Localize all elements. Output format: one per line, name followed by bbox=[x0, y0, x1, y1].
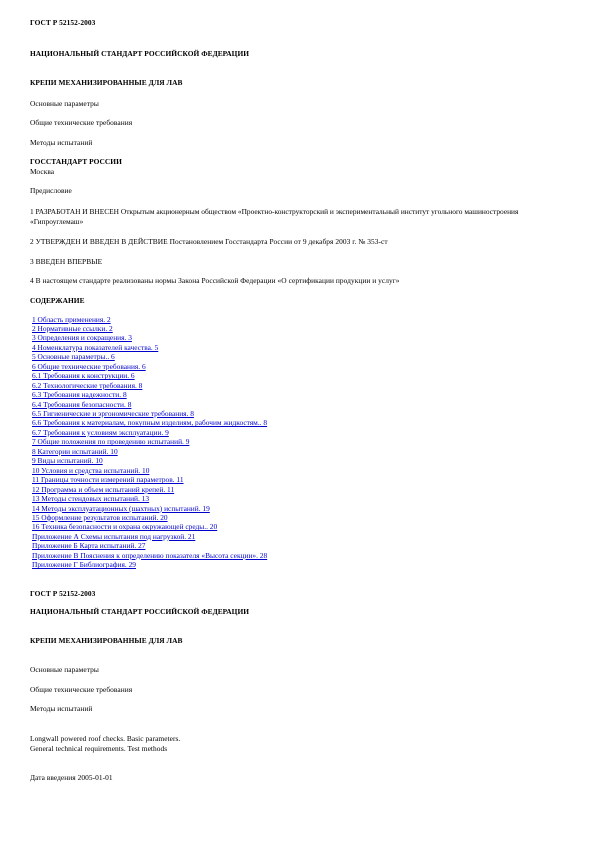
toc-link[interactable]: Приложение А Схемы испытания под нагрузкой. 21 bbox=[32, 531, 196, 541]
toc-link[interactable]: Приложение Г Библиография. 29 bbox=[32, 560, 136, 570]
foreword-paragraph-2: 2 УТВЕРЖДЕН И ВВЕДЕН В ДЕЙСТВИЕ Постановлением Госстандарта России от 9 декабря 2003 г. № 353-ст bbox=[30, 236, 388, 246]
foreword-paragraph-1: 1 РАЗРАБОТАН И ВНЕСЕН Открытым акционерным обществом «Проектно-конструкторский и экспериментальный институт угольного машиностроения «Гипроуглемаш» bbox=[30, 207, 519, 226]
english-title-line-2: General technical requirements. Test methods bbox=[30, 744, 168, 753]
toc-link[interactable]: 16 Техника безопасности и охрана окружающей среды.. 20 bbox=[32, 522, 218, 532]
toc-link[interactable]: 12 Программа и объем испытаний крепей. 11 bbox=[32, 484, 175, 494]
toc-link[interactable]: 6.1 Требования к конструкции. 6 bbox=[32, 371, 135, 381]
publisher-city: Москва bbox=[30, 166, 55, 176]
subtitle-parameters: Основные параметры bbox=[30, 99, 99, 108]
document-title: КРЕПИ МЕХАНИЗИРОВАННЫЕ ДЛЯ ЛАВ bbox=[30, 78, 183, 87]
toc-link[interactable]: 1 Область применения. 2 bbox=[32, 314, 111, 324]
toc-link[interactable]: 11 Границы точности измерений параметров. 11 bbox=[32, 475, 184, 485]
toc-link[interactable]: 13 Методы стендовых испытаний. 13 bbox=[32, 494, 150, 504]
foreword-heading: Предисловие bbox=[30, 186, 72, 195]
toc-link[interactable]: 9 Виды испытаний. 10 bbox=[32, 456, 103, 466]
toc-link[interactable]: 6.2 Технологические требования. 8 bbox=[32, 380, 143, 390]
toc-link[interactable]: Приложение Б Карта испытаний. 27 bbox=[32, 541, 146, 551]
english-title-line-1: Longwall powered roof checks. Basic parameters. bbox=[30, 734, 181, 743]
toc-link[interactable]: 6.6 Требования к материалам, покупным изделиям, рабочим жидкостям.. 8 bbox=[32, 418, 268, 428]
toc-link[interactable]: 2 Нормативные ссылки. 2 bbox=[32, 323, 113, 333]
foreword-paragraph-4: 4 В настоящем стандарте реализованы нормы Закона Российской Федерации «О сертификации продукции и услуг» bbox=[30, 276, 400, 285]
toc-link[interactable]: 4 Номенклатура показателей качества. 5 bbox=[32, 342, 159, 352]
toc-link[interactable]: 6.7 Требования к условиям эксплуатации. 9 bbox=[32, 427, 169, 437]
toc-link[interactable]: 6.4 Требования безопасности. 8 bbox=[32, 399, 132, 409]
table-of-contents bbox=[32, 315, 267, 570]
subtitle-requirements: Общие технические требования bbox=[30, 118, 133, 127]
toc-link[interactable]: 6.3 Требования надежности. 8 bbox=[32, 390, 127, 400]
toc-link[interactable]: 15 Оформление результатов испытаний. 20 bbox=[32, 513, 168, 523]
publisher: ГОССТАНДАРТ РОССИИ bbox=[30, 157, 122, 166]
toc-link[interactable]: 7 Общие положения по проведению испытаний. 9 bbox=[32, 437, 190, 447]
toc-link[interactable]: 3 Определения и сокращения. 3 bbox=[32, 333, 132, 343]
toc-link[interactable]: 5 Основные параметры.. 6 bbox=[32, 352, 115, 362]
body-subtitle-requirements: Общие технические требования bbox=[30, 685, 133, 694]
body-document-title: КРЕПИ МЕХАНИЗИРОВАННЫЕ ДЛЯ ЛАВ bbox=[30, 636, 183, 645]
introduction-date: Дата введения 2005-01-01 bbox=[30, 773, 113, 782]
body-standard-code: ГОСТ Р 52152-2003 bbox=[30, 589, 96, 598]
subtitle-test-methods: Методы испытаний bbox=[30, 138, 93, 147]
national-standard-heading: НАЦИОНАЛЬНЫЙ СТАНДАРТ РОССИЙСКОЙ ФЕДЕРАЦИИ bbox=[30, 49, 250, 58]
body-national-standard-heading: НАЦИОНАЛЬНЫЙ СТАНДАРТ РОССИЙСКОЙ ФЕДЕРАЦИИ bbox=[30, 606, 250, 616]
foreword-paragraph-3: 3 ВВЕДЕН ВПЕРВЫЕ bbox=[30, 256, 103, 266]
toc-link[interactable]: Приложение В Пояснения к определению показателя «Высота секции». 28 bbox=[32, 550, 268, 560]
body-subtitle-test-methods: Методы испытаний bbox=[30, 704, 93, 713]
body-subtitle-parameters: Основные параметры bbox=[30, 665, 99, 674]
toc-link[interactable]: 14 Методы эксплуатационных (шахтных) испытаний. 19 bbox=[32, 503, 210, 513]
toc-link[interactable]: 8 Категории испытаний. 10 bbox=[32, 446, 118, 456]
toc-link[interactable]: 6 Общие технические требования. 6 bbox=[32, 361, 146, 371]
standard-code: ГОСТ Р 52152-2003 bbox=[30, 18, 96, 27]
toc-heading: СОДЕРЖАНИЕ bbox=[30, 296, 85, 305]
toc-link[interactable]: 10 Условия и средства испытаний. 10 bbox=[32, 465, 150, 475]
toc-link[interactable]: 6.5 Гигиенические и эргономические требования. 8 bbox=[32, 409, 194, 419]
